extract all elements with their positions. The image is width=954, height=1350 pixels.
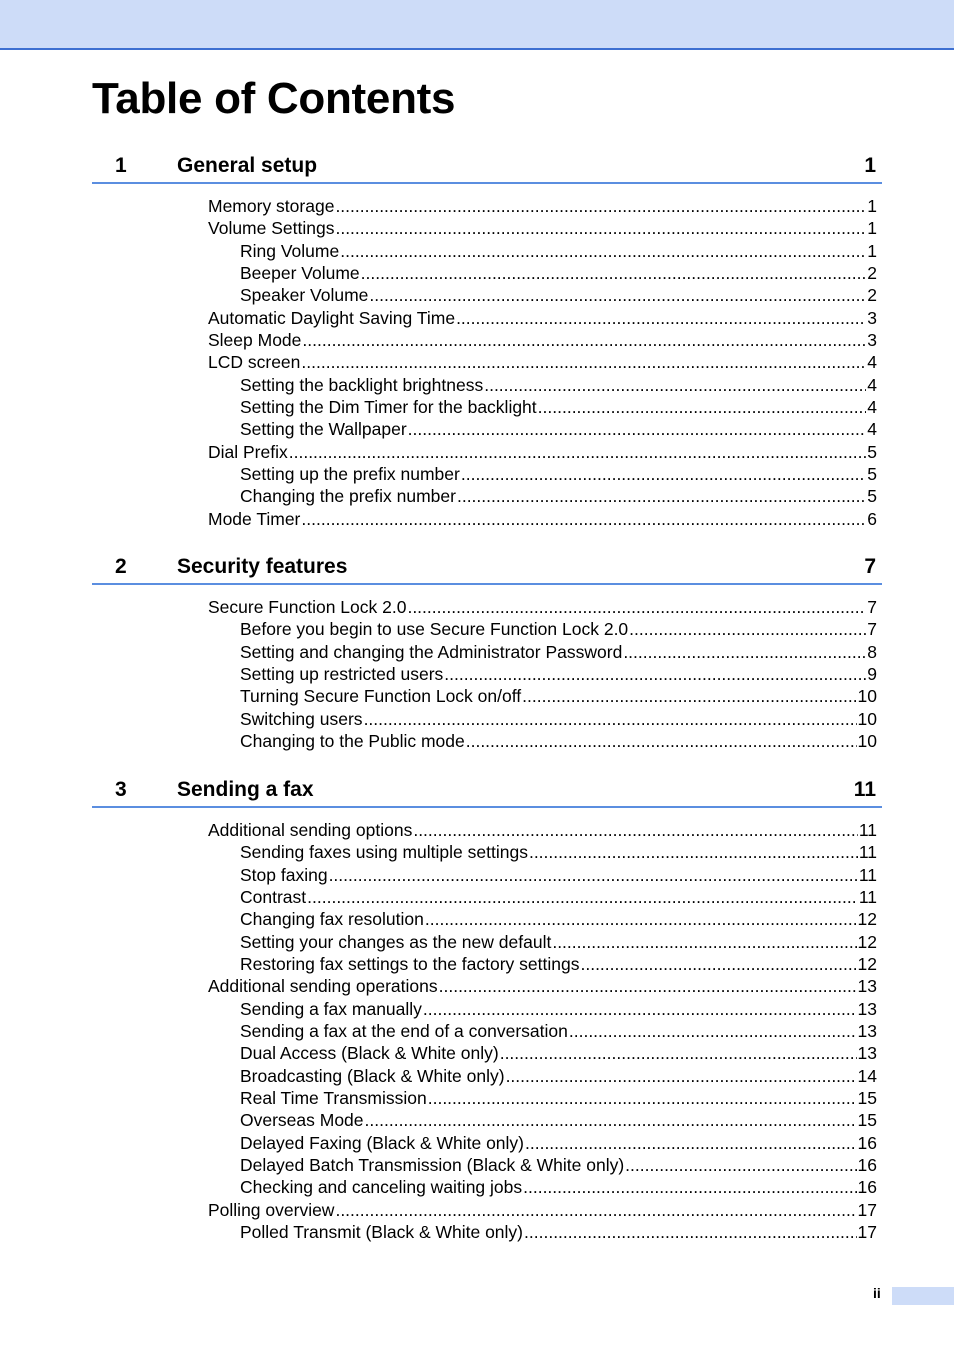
toc-entry[interactable] <box>208 217 877 239</box>
toc-entry[interactable] <box>208 1199 877 1221</box>
entry-page: 11 <box>858 820 877 840</box>
entry-label: Stop faxing <box>240 864 328 885</box>
entry-label: Dual Access (Black & White only) <box>240 1043 499 1064</box>
entry-page: 1 <box>867 196 877 216</box>
dot-leader <box>307 886 858 908</box>
entry-page: 5 <box>867 441 877 462</box>
toc-subentry[interactable] <box>240 708 877 730</box>
toc-subentry[interactable] <box>240 1020 877 1042</box>
entry-label: Ring Volume <box>240 240 340 261</box>
dot-leader <box>302 329 866 351</box>
entry-page: 11 <box>858 886 877 907</box>
dot-leader <box>625 1154 856 1176</box>
entry-page: 6 <box>867 508 877 529</box>
entry-page: 12 <box>857 931 877 952</box>
toc-subentry[interactable] <box>240 1154 877 1176</box>
chapter-heading[interactable] <box>92 553 882 585</box>
dot-leader <box>361 262 867 284</box>
toc-subentry[interactable] <box>240 240 877 262</box>
entry-page: 12 <box>857 909 877 930</box>
dot-leader <box>461 463 866 485</box>
footer-band <box>892 1287 954 1305</box>
chapter-page: 7 <box>864 555 876 578</box>
entry-label: Polled Transmit (Black & White only) <box>240 1221 524 1242</box>
entry-label: Checking and canceling waiting jobs <box>240 1177 523 1198</box>
dot-leader <box>335 217 866 239</box>
toc-subentry[interactable] <box>240 663 877 685</box>
entry-page: 3 <box>867 307 877 328</box>
dot-leader <box>623 641 866 663</box>
entry-label: Delayed Faxing (Black & White only) <box>240 1132 524 1153</box>
entry-label: Setting the backlight brightness <box>240 374 484 395</box>
toc-subentry[interactable] <box>240 998 877 1020</box>
toc-subentry[interactable] <box>240 463 877 485</box>
entry-label: Switching users <box>240 708 363 729</box>
chapter-page: 11 <box>853 778 876 801</box>
entry-page: 12 <box>857 953 877 974</box>
toc-entry[interactable] <box>208 329 877 351</box>
toc-subentry[interactable] <box>240 841 877 863</box>
entry-label: Restoring fax settings to the factory settings <box>240 953 580 974</box>
toc-subentry[interactable] <box>240 1065 877 1087</box>
dot-leader <box>301 508 866 530</box>
dot-leader <box>329 864 858 886</box>
dot-leader <box>335 195 866 217</box>
dot-leader <box>365 1109 857 1131</box>
entry-page: 11 <box>858 842 877 863</box>
entry-page: 15 <box>857 1110 877 1131</box>
dot-leader <box>466 730 857 752</box>
header-band <box>0 0 954 50</box>
entry-label: Sleep Mode <box>208 329 302 350</box>
entry-label: Setting up the prefix number <box>240 463 460 484</box>
toc-entry[interactable] <box>208 195 877 217</box>
toc-subentry[interactable] <box>240 953 877 975</box>
entry-label: Sending a fax at the end of a conversation <box>240 1020 568 1041</box>
dot-leader <box>289 441 867 463</box>
dot-leader <box>428 1087 857 1109</box>
dot-leader <box>423 998 857 1020</box>
entry-label: Polling overview <box>208 1199 335 1220</box>
dot-leader <box>552 931 856 953</box>
toc-subentry[interactable] <box>240 1087 877 1109</box>
dot-leader <box>506 1065 857 1087</box>
entry-label: Setting and changing the Administrator Password <box>240 641 623 662</box>
entry-label: Delayed Batch Transmission (Black & White only) <box>240 1154 625 1175</box>
chapter-title: General setup <box>177 154 318 177</box>
entry-label: Automatic Daylight Saving Time <box>208 307 456 328</box>
chapter-number: 3 <box>115 778 127 801</box>
toc-subentry[interactable] <box>240 1109 877 1131</box>
dot-leader <box>580 953 856 975</box>
entry-page: 9 <box>867 663 877 684</box>
entry-label: Sending a fax manually <box>240 998 422 1019</box>
toc-entry[interactable] <box>208 441 877 463</box>
toc-entry[interactable] <box>208 975 877 997</box>
dot-leader <box>538 396 867 418</box>
entry-label: Setting up restricted users <box>240 663 444 684</box>
dot-leader <box>484 374 866 396</box>
dot-leader <box>525 1132 857 1154</box>
toc-subentry[interactable] <box>240 1132 877 1154</box>
chapter-title: Sending a fax <box>177 778 314 801</box>
toc-subentry[interactable] <box>240 396 877 418</box>
entry-page: 4 <box>867 396 877 417</box>
entry-label: Mode Timer <box>208 508 301 529</box>
toc-subentry[interactable] <box>240 641 877 663</box>
entry-page: 7 <box>867 597 877 617</box>
entry-page: 16 <box>857 1177 877 1198</box>
toc-subentry[interactable] <box>240 685 877 707</box>
entry-page: 17 <box>857 1199 877 1220</box>
dot-leader <box>425 908 857 930</box>
entry-label: Setting your changes as the new default <box>240 931 552 952</box>
entry-page: 13 <box>857 1043 877 1064</box>
entry-label: Setting the Dim Timer for the backlight <box>240 396 537 417</box>
toc-subentry[interactable] <box>240 374 877 396</box>
toc-entry[interactable] <box>208 508 877 530</box>
chapter-page: 1 <box>864 154 876 177</box>
entry-label: Additional sending operations <box>208 976 438 997</box>
chapter-heading[interactable] <box>92 152 882 184</box>
toc-subentry[interactable] <box>240 1176 877 1198</box>
entry-page: 16 <box>857 1132 877 1153</box>
dot-leader <box>340 240 866 262</box>
toc-entry[interactable] <box>208 819 877 841</box>
dot-leader <box>301 351 866 373</box>
entry-label: Additional sending options <box>208 820 413 840</box>
dot-leader <box>457 485 866 507</box>
entry-label: Secure Function Lock 2.0 <box>208 597 407 617</box>
entry-page: 5 <box>867 463 877 484</box>
toc-subentry[interactable] <box>240 886 877 908</box>
toc-subentry[interactable] <box>240 262 877 284</box>
entry-page: 11 <box>858 864 877 885</box>
entry-page: 4 <box>867 419 877 440</box>
entry-page: 14 <box>857 1065 877 1086</box>
dot-leader <box>439 975 857 997</box>
chapter-number: 1 <box>115 154 127 177</box>
entry-page: 10 <box>857 730 877 751</box>
entry-label: Changing the prefix number <box>240 486 456 507</box>
entry-label: Turning Secure Function Lock on/off <box>240 686 522 707</box>
toc-subentry[interactable] <box>240 418 877 440</box>
chapter-heading[interactable] <box>92 776 882 808</box>
toc-subentry[interactable] <box>240 1042 877 1064</box>
chapter-title: Security features <box>177 555 348 578</box>
entry-label: Setting the Wallpaper <box>240 419 407 440</box>
toc-entry[interactable] <box>208 351 877 373</box>
entry-label: Changing to the Public mode <box>240 730 465 751</box>
entry-page: 7 <box>867 619 877 640</box>
entry-page: 10 <box>857 686 877 707</box>
toc-entry[interactable] <box>208 596 877 618</box>
dot-leader <box>444 663 866 685</box>
dot-leader <box>413 819 858 841</box>
entry-label: Speaker Volume <box>240 285 369 306</box>
dot-leader <box>364 708 857 730</box>
entry-label: Memory storage <box>208 196 335 216</box>
entry-label: Broadcasting (Black & White only) <box>240 1065 505 1086</box>
dot-leader <box>369 284 866 306</box>
toc-subentry[interactable] <box>240 485 877 507</box>
entry-page: 8 <box>867 641 877 662</box>
chapter-number: 2 <box>115 555 127 578</box>
entry-page: 3 <box>867 329 877 350</box>
entry-label: Changing fax resolution <box>240 909 424 930</box>
entry-page: 1 <box>867 218 877 239</box>
entry-page: 1 <box>867 240 877 261</box>
toc-subentry[interactable] <box>240 618 877 640</box>
page-title: Table of Contents <box>92 74 456 123</box>
dot-leader <box>569 1020 857 1042</box>
entry-page: 10 <box>857 708 877 729</box>
entry-label: Sending faxes using multiple settings <box>240 842 528 863</box>
entry-page: 4 <box>867 352 877 373</box>
toc-subentry[interactable] <box>240 908 877 930</box>
entry-page: 4 <box>867 374 877 395</box>
dot-leader <box>408 418 867 440</box>
entry-page: 13 <box>857 1020 877 1041</box>
dot-leader <box>522 685 856 707</box>
footer-page-number: ii <box>873 1285 881 1301</box>
dot-leader <box>523 1176 856 1198</box>
toc-subentry[interactable] <box>240 284 877 306</box>
dot-leader <box>456 307 866 329</box>
entry-page: 17 <box>857 1221 877 1242</box>
entry-page: 13 <box>857 976 877 997</box>
dot-leader <box>629 618 866 640</box>
toc-subentry[interactable] <box>240 864 877 886</box>
entry-page: 15 <box>857 1087 877 1108</box>
dot-leader <box>529 841 858 863</box>
entry-label: Real Time Transmission <box>240 1087 427 1108</box>
entry-page: 13 <box>857 998 877 1019</box>
entry-page: 2 <box>867 262 877 283</box>
entry-label: Overseas Mode <box>240 1110 364 1131</box>
entry-label: LCD screen <box>208 352 301 373</box>
dot-leader <box>524 1221 857 1243</box>
entry-label: Contrast <box>240 886 307 907</box>
entry-page: 2 <box>867 285 877 306</box>
toc-subentry[interactable] <box>240 1221 877 1243</box>
entry-label: Dial Prefix <box>208 441 288 462</box>
toc-subentry[interactable] <box>240 931 877 953</box>
entry-label: Before you begin to use Secure Function Lock 2.0 <box>240 619 629 640</box>
dot-leader <box>500 1042 857 1064</box>
toc-entry[interactable] <box>208 307 877 329</box>
entry-page: 16 <box>857 1154 877 1175</box>
entry-label: Beeper Volume <box>240 262 360 283</box>
entry-page: 5 <box>867 486 877 507</box>
entry-label: Volume Settings <box>208 218 335 239</box>
toc-subentry[interactable] <box>240 730 877 752</box>
dot-leader <box>335 1199 856 1221</box>
dot-leader <box>407 596 866 618</box>
